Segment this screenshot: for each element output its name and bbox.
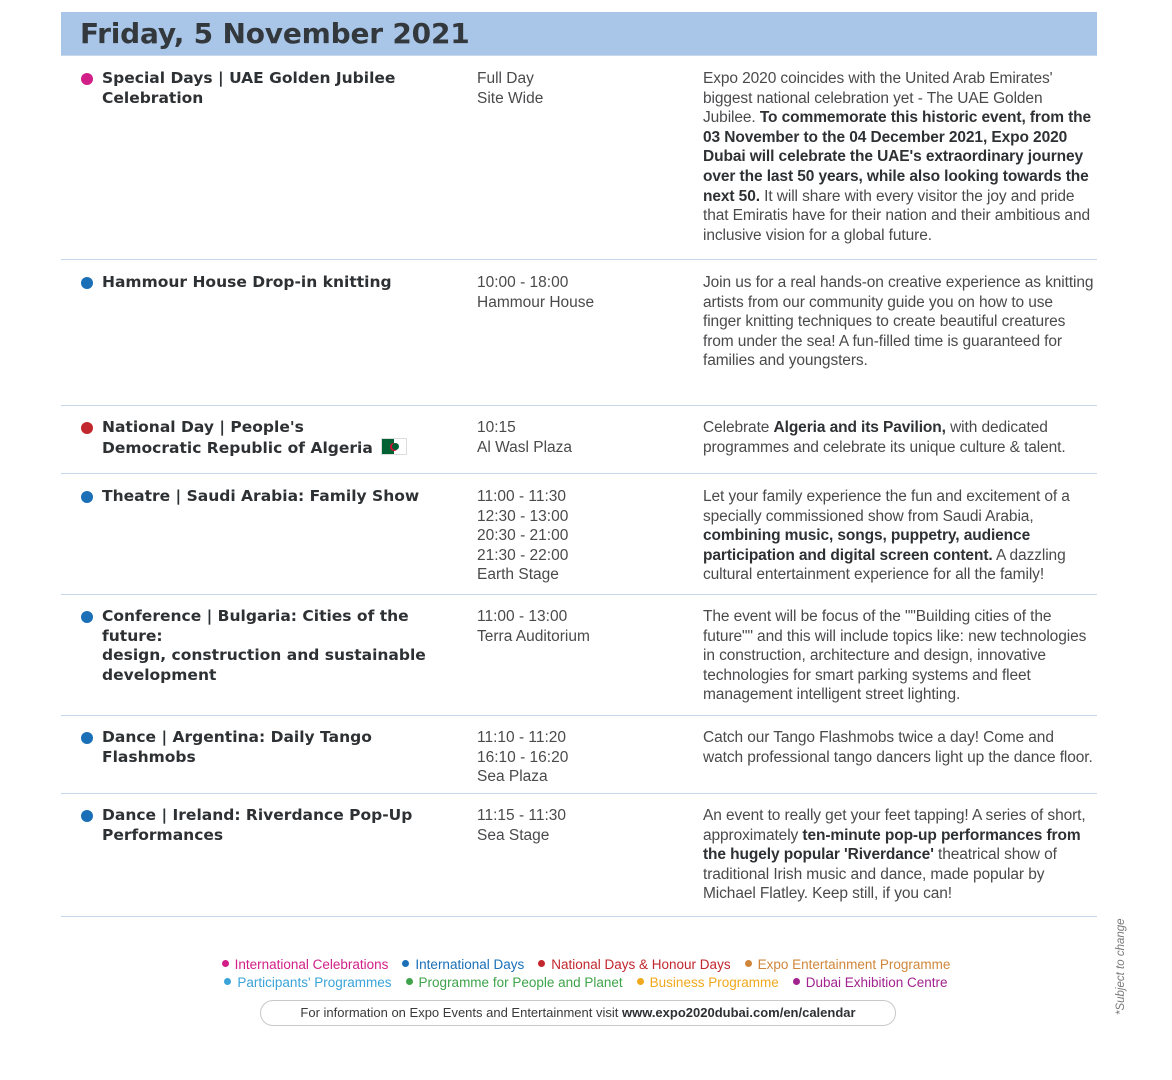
description-highlight: combining music, songs, puppetry, audience participation and digital screen content. (703, 527, 1031, 564)
category-dot-icon (81, 611, 93, 623)
event-title (102, 607, 432, 685)
legend-label: Programme for People and Planet (418, 975, 623, 990)
page-title: Friday, 5 November 2021 (80, 17, 470, 50)
legend-label: Dubai Exhibition Centre (805, 975, 948, 990)
description-text: Catch our Tango Flashmobs twice a day! Come and watch professional tango dancers light up the dance floor. (703, 729, 1093, 766)
event-time-location (477, 273, 677, 312)
description-text: It will share with every visitor the joy and pride that Emiratis have for their nation and their ambitious and inclusive vision for a global future. (703, 187, 1090, 244)
category-dot-icon (81, 491, 93, 503)
legend-dot-icon (637, 978, 644, 985)
event-title-line: Celebration (102, 88, 204, 107)
calendar-link[interactable]: www.expo2020dubai.com/en/calendar (621, 1005, 856, 1020)
event-title-line: Special Days | UAE Golden Jubilee (102, 69, 396, 87)
info-banner (260, 1000, 896, 1026)
event-description (703, 273, 1095, 371)
legend-dot-icon (406, 978, 413, 985)
event-title (102, 273, 432, 293)
time-location-line: Full Day (477, 70, 534, 87)
event-time-location (477, 607, 677, 646)
legend-label: National Days & Honour Days (551, 957, 731, 972)
event-time-location (477, 487, 677, 585)
description-text: Join us for a real hands-on creative experience as knitting artists from our community guide you on how to use finger knitting techniques to create beautiful creatures from under the sea! A fun-filled time is guaranteed for families and youngsters. (703, 274, 1094, 370)
event-row (61, 57, 1097, 260)
time-location-line: Earth Stage (477, 566, 559, 584)
time-location-line: 11:00 - 11:30 (477, 488, 567, 505)
legend-label: International Days (415, 957, 525, 972)
event-row (61, 406, 1097, 474)
event-description (703, 607, 1095, 705)
time-location-line: 11:15 - 11:30 (477, 807, 567, 824)
event-description (703, 806, 1095, 904)
category-dot-icon (81, 422, 93, 434)
legend-item (745, 956, 951, 973)
time-location-line: 11:10 - 11:20 (477, 729, 567, 746)
time-location-line: 10:15 (477, 419, 516, 436)
event-description (703, 728, 1095, 767)
description-text: with dedicated programmes and celebrate its unique culture & talent. (703, 419, 1066, 456)
category-dot-icon (81, 810, 93, 822)
event-title (102, 487, 432, 507)
time-location-line: 20:30 - 21:00 (477, 527, 569, 545)
legend-item (402, 956, 524, 973)
description-text: The event will be focus of the ""Building cities of the future"" and this will include topics like: new technologies in construction, architecture and design, innovative technologies for smart parking systems and fleet management intelligent street lighting. (703, 608, 1087, 704)
time-location-line: Al Wasl Plaza (477, 438, 573, 456)
description-highlight: ten-minute pop-up performances from the hugely popular 'Riverdance' (703, 826, 1081, 864)
legend-label: Expo Entertainment Programme (757, 957, 951, 972)
legend-row-2 (0, 974, 1172, 991)
event-title-line: National Day | People's (102, 418, 304, 436)
event-title-line: development (102, 665, 217, 684)
time-location-line: 11:00 - 13:00 (477, 608, 568, 625)
event-title-line: Performances (102, 825, 224, 844)
event-description (703, 69, 1095, 245)
time-location-line: 10:00 - 18:00 (477, 274, 569, 291)
legend-dot-icon (222, 960, 229, 967)
event-title-line: Theatre | Saudi Arabia: Family Show (102, 487, 420, 505)
legend-item (538, 956, 730, 973)
legend-label: International Celebrations (234, 957, 389, 972)
event-time-location (477, 69, 677, 108)
time-location-line: 21:30 - 22:00 (477, 546, 569, 564)
category-dot-icon (81, 277, 93, 289)
event-row (61, 260, 1097, 406)
legend-dot-icon (538, 960, 545, 967)
event-title (102, 728, 432, 767)
event-description (703, 487, 1095, 585)
algeria-flag-icon (381, 438, 407, 455)
event-description (703, 418, 1095, 457)
description-text: theatrical show of traditional Irish music and dance, made popular by Michael Flatley. Keep still, if you can! (703, 846, 1057, 903)
legend-item (222, 956, 389, 973)
info-text: For information on Expo Events and Entertainment visit (300, 1005, 622, 1020)
description-highlight: To commemorate this historic event, from the 03 November to the 04 December 2021, Expo 2020 Dubai will celebrate the UAE's extraordinary journey over the last 50 years, while also looking towards the next 50. (703, 109, 1092, 205)
event-title-line: Dance | Argentina: Daily Tango Flashmobs (102, 728, 372, 766)
time-location-line: Hammour House (477, 293, 595, 311)
date-header (61, 12, 1097, 56)
time-location-line: Sea Plaza (477, 768, 548, 786)
time-location-line: 12:30 - 13:00 (477, 507, 569, 525)
legend-dot-icon (793, 978, 800, 985)
event-time-location (477, 418, 677, 457)
time-location-line: Sea Stage (477, 826, 550, 844)
event-time-location (477, 728, 677, 787)
subject-to-change-note: *Subject to change (1115, 918, 1127, 1015)
legend-item (793, 974, 948, 991)
event-title-line: Democratic Republic of Algeria (102, 438, 432, 459)
description-text: An event to really get your feet tapping! A series of short, approximately (703, 807, 1086, 844)
description-text: Expo 2020 coincides with the United Arab Emirates' biggest national celebration yet - The UAE Golden Jubilee. (703, 70, 1053, 127)
description-text: Celebrate (703, 419, 774, 436)
event-row (61, 716, 1097, 794)
event-row (61, 474, 1097, 595)
legend-label: Business Programme (649, 975, 779, 990)
legend-dot-icon (224, 978, 231, 985)
event-title (102, 418, 432, 458)
time-location-line: 16:10 - 16:20 (477, 748, 569, 766)
legend-dot-icon (745, 960, 752, 967)
category-dot-icon (81, 73, 93, 85)
description-highlight: Algeria and its Pavilion, (773, 419, 946, 436)
legend-dot-icon (402, 960, 409, 967)
time-location-line: Site Wide (477, 89, 544, 107)
legend-row-1 (0, 956, 1172, 973)
description-text: A dazzling cultural entertainment experience for all the family! (703, 546, 1066, 584)
event-title-line: Conference | Bulgaria: Cities of the future: (102, 607, 409, 645)
time-location-line: Terra Auditorium (477, 627, 590, 645)
event-title-line: Dance | Ireland: Riverdance Pop-Up (102, 806, 413, 824)
legend-item (637, 974, 779, 991)
legend-label: Participants' Programmes (237, 975, 392, 990)
event-title-line: design, construction and sustainable (102, 646, 426, 665)
event-row (61, 595, 1097, 716)
legend-item (406, 974, 623, 991)
event-title-line: Hammour House Drop-in knitting (102, 273, 392, 291)
category-dot-icon (81, 732, 93, 744)
event-title (102, 69, 432, 108)
legend-item (224, 974, 391, 991)
event-row (61, 794, 1097, 917)
event-time-location (477, 806, 677, 845)
description-text: Let your family experience the fun and excitement of a specially commissioned show from Saudi Arabia, (703, 488, 1070, 525)
event-title (102, 806, 432, 845)
